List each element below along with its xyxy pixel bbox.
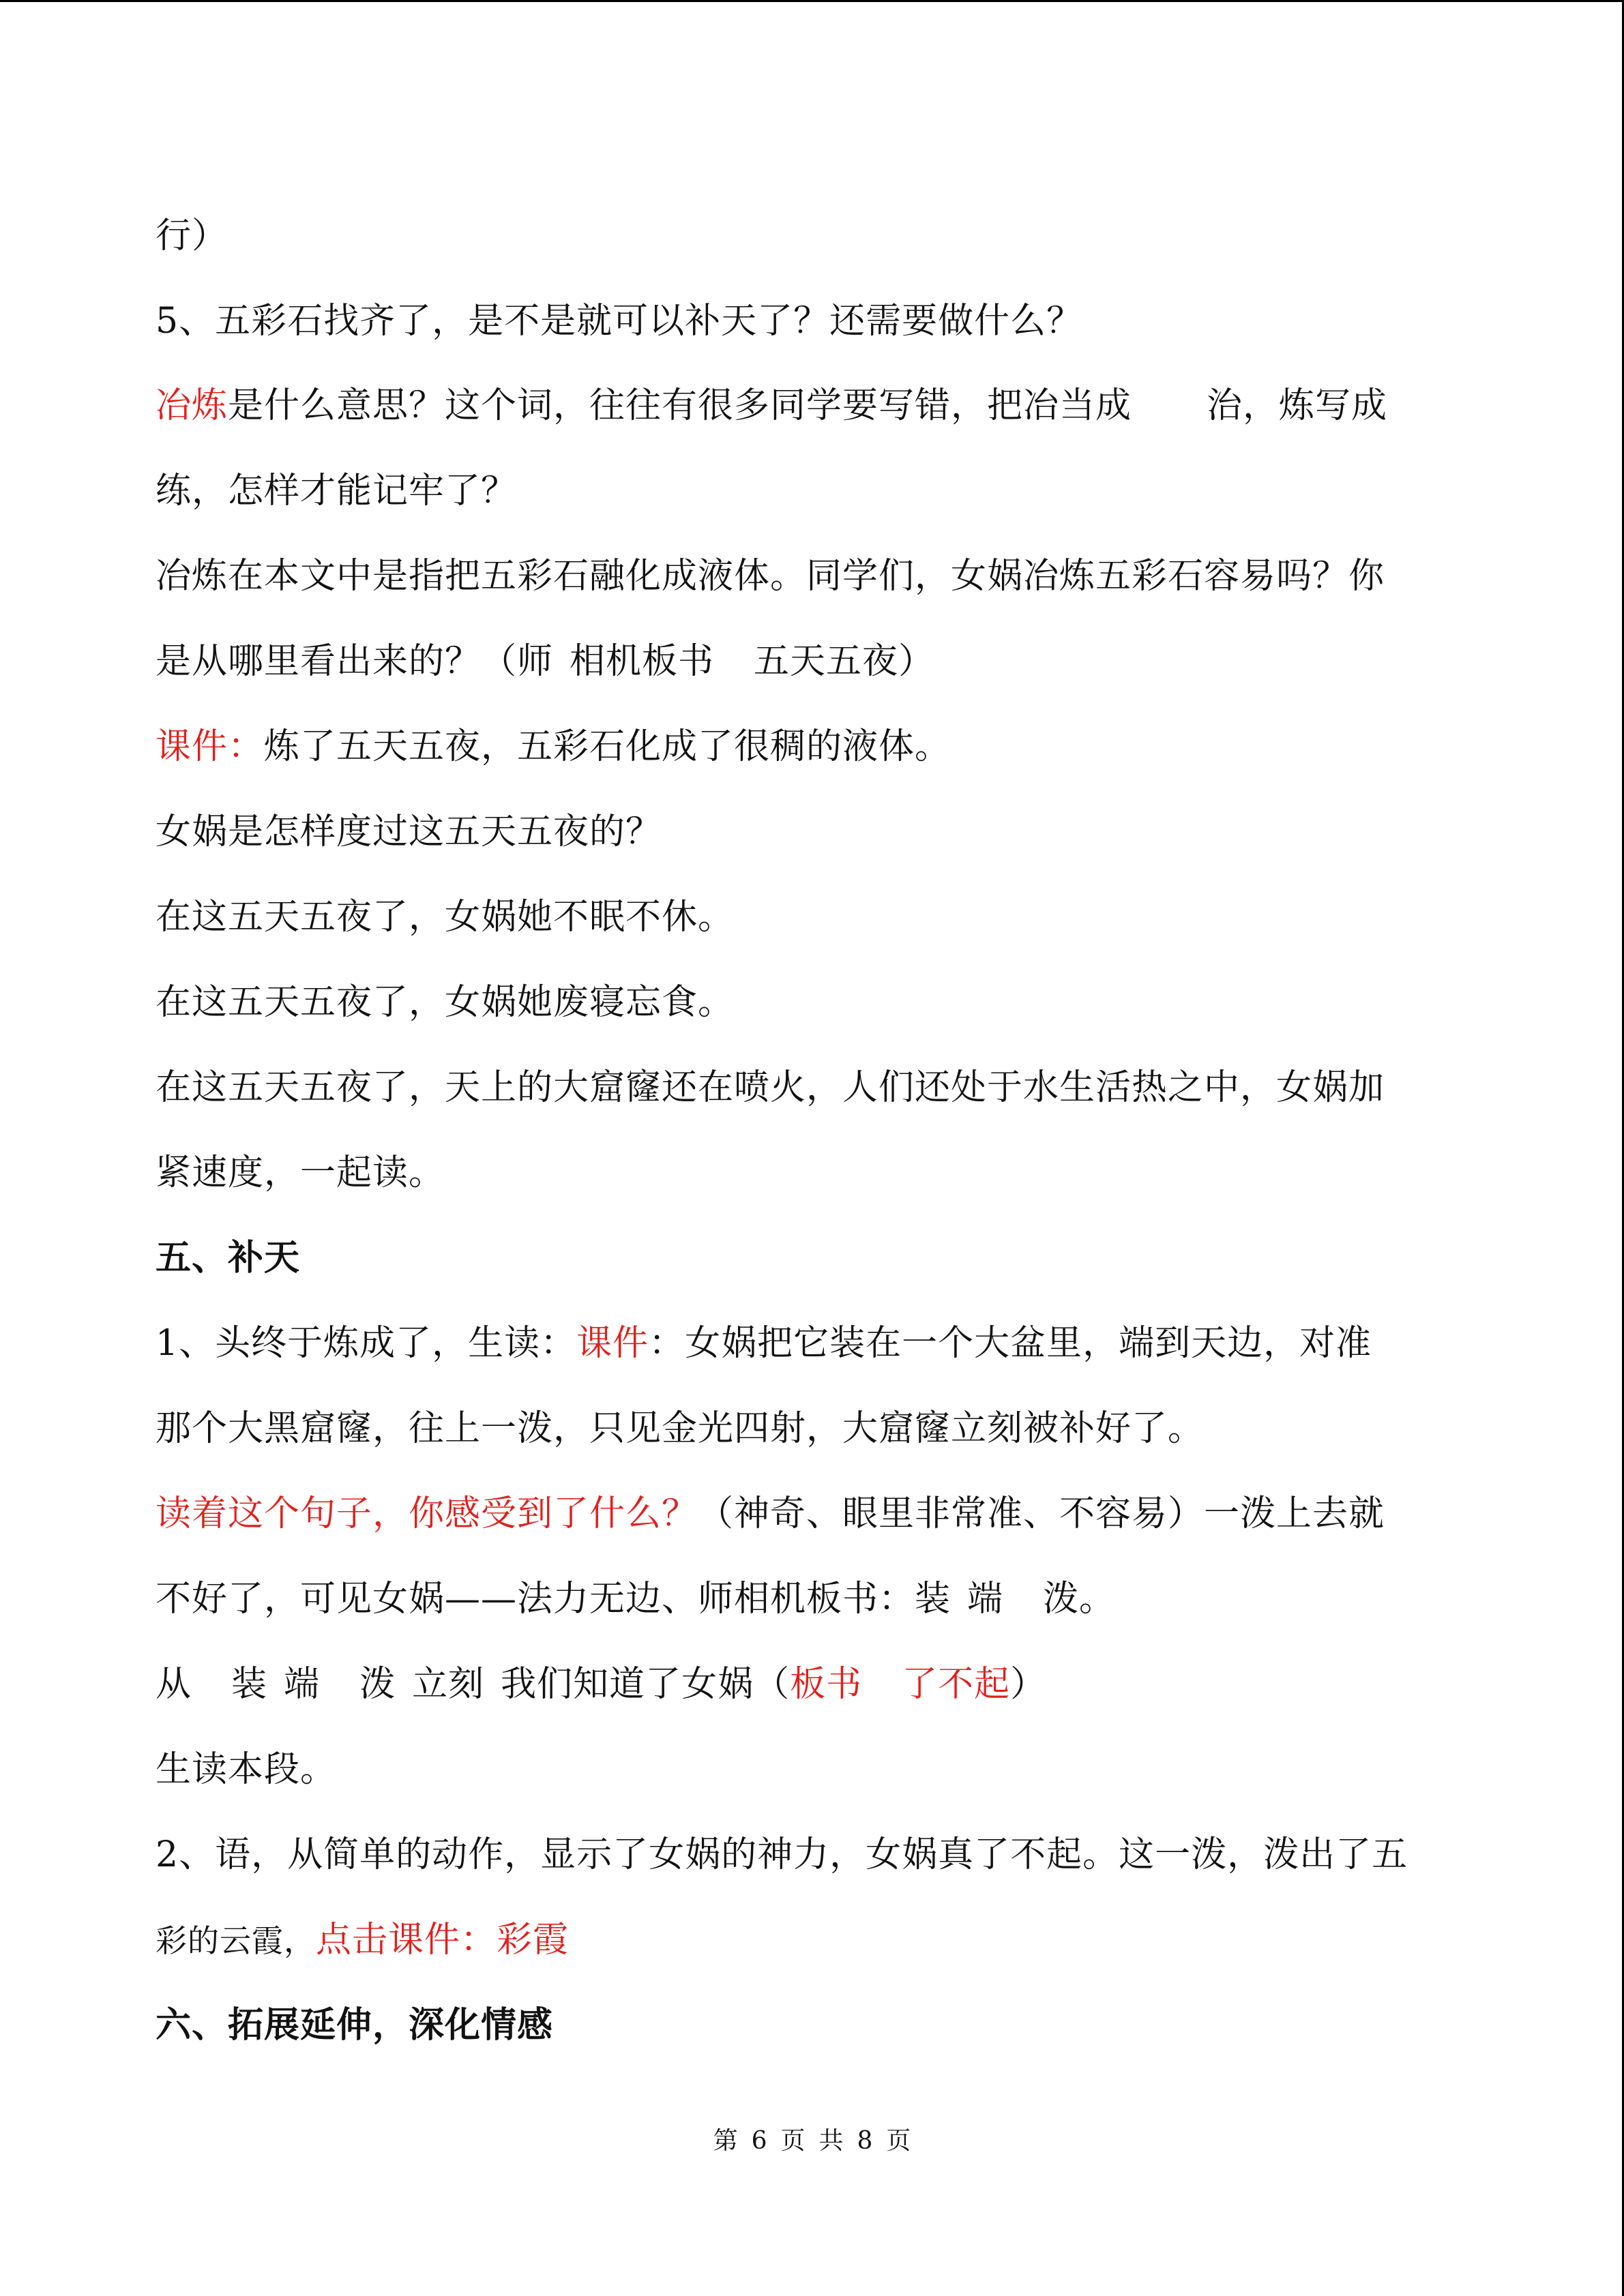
highlight-text: 读着这个句子，你感受到了什么？ [156, 1493, 698, 1534]
text-line: 从 装 端 泼 立刻 我们知道了女娲（板书 了不起） [156, 1664, 1047, 1705]
text-line: 读着这个句子，你感受到了什么？（神奇、眼里非常准、不容易）一泼上去就 [156, 1493, 1385, 1534]
highlight-text: 课件： [156, 726, 265, 767]
text-line: 是从哪里看出来的？（师 相机板书 五天五夜） [156, 641, 935, 682]
section-heading: 五、补天 [156, 1237, 301, 1279]
text-line: 不好了，可见女娲——法力无边、师相机板书：装 端 泼。 [156, 1579, 1116, 1620]
text-line: 行） [156, 215, 228, 256]
current-page-number: 6 [751, 2127, 767, 2155]
text-line: 那个大黑窟窿，往上一泼，只见金光四射，大窟窿立刻被补好了。 [156, 1408, 1205, 1449]
text-line: 在这五天五夜了，女娲她不眠不休。 [156, 897, 735, 938]
highlight-text: 了不起 [902, 1664, 1011, 1705]
text-line: 5、五彩石找齐了，是不是就可以补天了？还需要做什么？ [156, 301, 1083, 342]
text-line: 生读本段。 [156, 1749, 337, 1790]
text-line: 2、语，从简单的动作，显示了女娲的神力，女娲真了不起。这一泼，泼出了五 [156, 1834, 1408, 1875]
text-line: 在这五天五夜了，天上的大窟窿还在喷火，人们还处于水生活热之中，女娲加 [156, 1067, 1385, 1108]
text-line: 1、头终于炼成了，生读：课件：女娲把它装在一个大盆里，端到天边，对准 [156, 1323, 1372, 1364]
page-top-border [0, 0, 1624, 2]
section-heading: 六、拓展延伸，深化情感 [156, 2004, 554, 2046]
text-line: 彩的云霞，点击课件：彩霞 [156, 1920, 570, 1960]
total-page-count: 8 [857, 2127, 873, 2155]
highlight-text: 点击课件：彩霞 [316, 1920, 570, 1960]
page-footer: 第 6 页 共 8 页 [713, 2127, 911, 2155]
highlight-text: 冶炼 [156, 385, 228, 426]
text-line: 冶炼是什么意思？这个词，往往有很多同学要写错，把冶当成 治，炼写成 [156, 385, 1388, 426]
highlight-text: 板书 [790, 1664, 863, 1705]
text-line: 冶炼在本文中是指把五彩石融化成液体。同学们，女娲冶炼五彩石容易吗？你 [156, 556, 1385, 597]
text-line: 女娲是怎样度过这五天五夜的？ [156, 811, 662, 852]
text-line: 练，怎样才能记牢了？ [156, 471, 518, 511]
text-line: 在这五天五夜了，女娲她废寝忘食。 [156, 982, 735, 1023]
text-line: 课件：炼了五天五夜，五彩石化成了很稠的液体。 [156, 726, 951, 767]
highlight-text: 课件 [576, 1323, 649, 1364]
text-line: 紧速度，一起读。 [156, 1152, 445, 1193]
